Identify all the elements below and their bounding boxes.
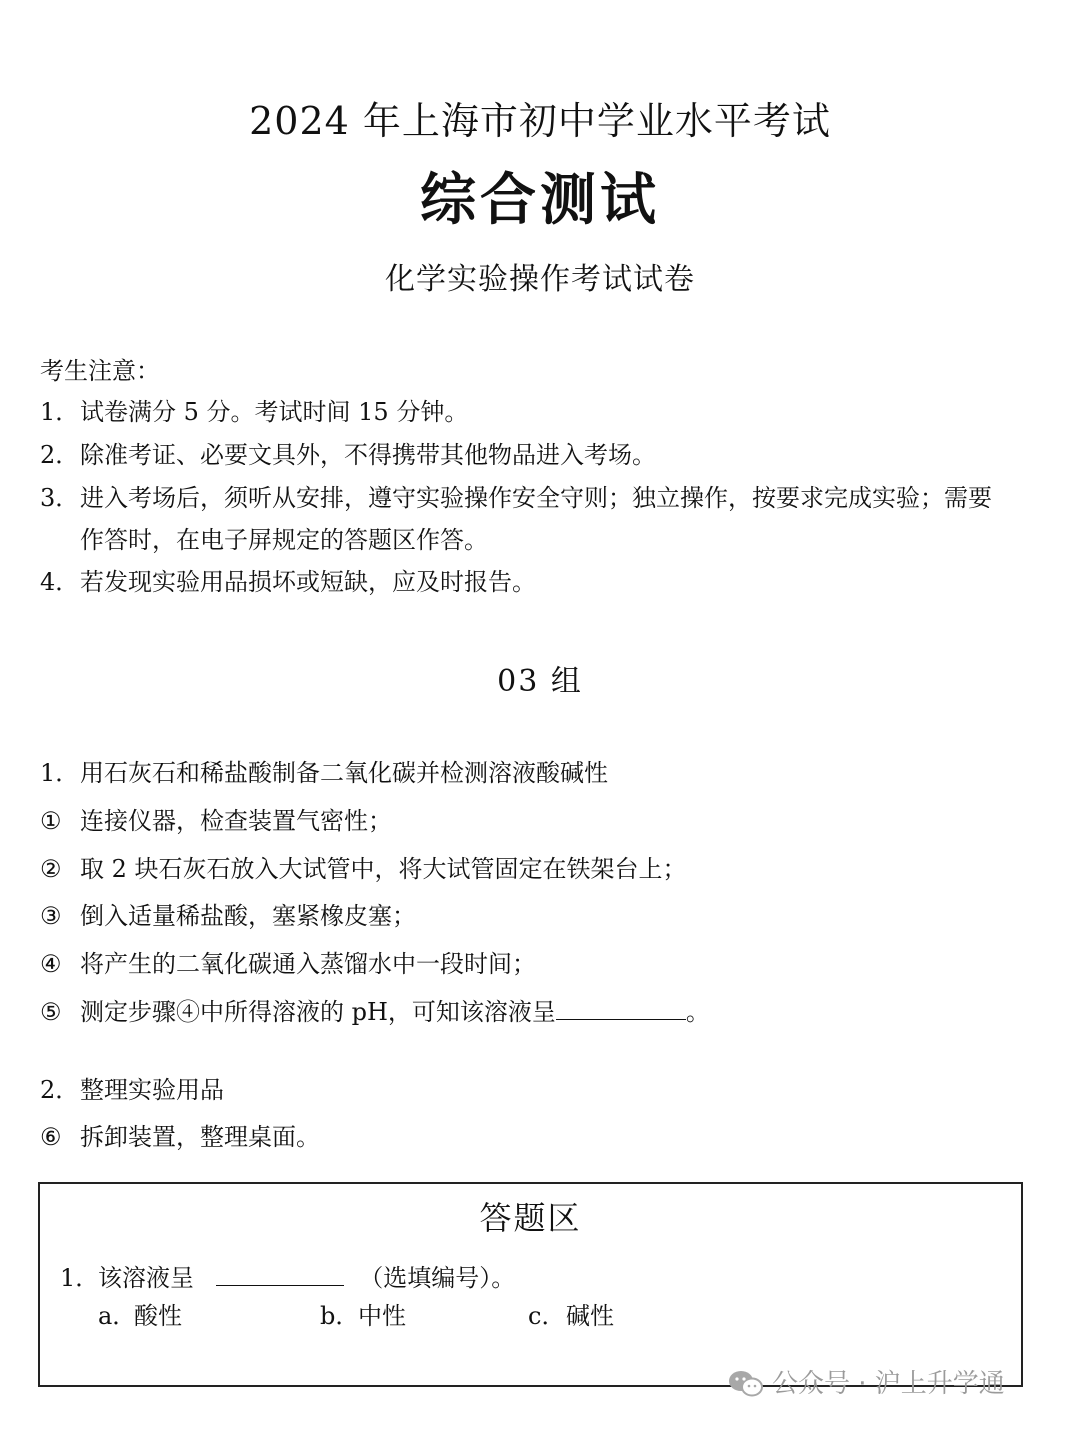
option-text: 碱性 bbox=[566, 1302, 614, 1330]
task1-heading bbox=[40, 757, 608, 789]
notice-item-2 bbox=[40, 439, 656, 471]
answer-question-1 bbox=[60, 1262, 515, 1294]
subject-title: 综合测试 bbox=[420, 168, 660, 233]
answer-question-number: 1． bbox=[60, 1264, 100, 1292]
group-title: 03 组 bbox=[497, 664, 583, 699]
notice-item-number: 1． bbox=[40, 398, 80, 426]
step-text: 将产生的二氧化碳通入蒸馏水中一段时间； bbox=[80, 950, 536, 978]
notice-item-3 bbox=[40, 482, 992, 514]
task1-step-1 bbox=[40, 805, 392, 837]
notice-item-number: 2． bbox=[40, 441, 80, 469]
notice-item-1 bbox=[40, 396, 468, 428]
task-title: 用石灰石和稀盐酸制备二氧化碳并检测溶液酸碱性 bbox=[80, 759, 608, 787]
step-number: ① bbox=[40, 807, 62, 835]
step-text: 倒入适量稀盐酸，塞紧橡皮塞； bbox=[80, 902, 416, 930]
task-number: 2． bbox=[40, 1076, 80, 1104]
answer-option-b[interactable] bbox=[320, 1300, 406, 1332]
task1-step-2 bbox=[40, 853, 687, 885]
notice-item-text: 若发现实验用品损坏或短缺，应及时报告。 bbox=[80, 568, 536, 596]
notice-item-number: 3． bbox=[40, 484, 80, 512]
task-title: 整理实验用品 bbox=[80, 1076, 224, 1104]
answer-area bbox=[38, 1182, 1023, 1387]
task2-step-6 bbox=[40, 1121, 320, 1153]
notice-item-text: 除准考证、必要文具外，不得携带其他物品进入考场。 bbox=[80, 441, 656, 469]
task1-step-5 bbox=[40, 996, 710, 1028]
wechat-icon bbox=[728, 1370, 764, 1398]
fill-in-blank bbox=[556, 997, 686, 1020]
option-label: a． bbox=[98, 1302, 137, 1330]
option-label: c． bbox=[528, 1302, 566, 1330]
notice-item-3-continuation: 作答时，在电子屏规定的答题区作答。 bbox=[80, 526, 488, 554]
task1-step-3 bbox=[40, 900, 416, 932]
task2-heading bbox=[40, 1074, 224, 1106]
option-text: 酸性 bbox=[134, 1302, 182, 1330]
answer-blank[interactable] bbox=[216, 1263, 344, 1286]
notice-item-number: 4． bbox=[40, 568, 80, 596]
step-number: ④ bbox=[40, 950, 62, 978]
task-number: 1． bbox=[40, 759, 80, 787]
exam-title: 2024 年上海市初中学业水平考试 bbox=[249, 99, 831, 143]
step-number: ③ bbox=[40, 902, 62, 930]
answer-question-prefix: 该溶液呈 bbox=[98, 1264, 194, 1292]
step-text: 取 2 块石灰石放入大试管中，将大试管固定在铁架台上； bbox=[80, 855, 687, 883]
notice-item-4 bbox=[40, 566, 536, 598]
step-number: ⑤ bbox=[40, 998, 62, 1026]
paper-title: 化学实验操作考试试卷 bbox=[385, 262, 695, 297]
step-text: 测定步骤④中所得溶液的 pH，可知该溶液呈 bbox=[80, 998, 556, 1026]
option-text: 中性 bbox=[358, 1302, 406, 1330]
step-text: 连接仪器，检查装置气密性； bbox=[80, 807, 392, 835]
answer-option-a[interactable] bbox=[98, 1300, 182, 1332]
step-number: ⑥ bbox=[40, 1123, 62, 1151]
notice-heading: 考生注意： bbox=[40, 357, 160, 385]
answer-question-suffix: （选填编号）。 bbox=[359, 1264, 516, 1292]
option-label: b． bbox=[320, 1302, 360, 1330]
task1-step-4 bbox=[40, 948, 536, 980]
answer-option-c[interactable] bbox=[528, 1300, 614, 1332]
step-tail: 。 bbox=[685, 998, 710, 1026]
step-number: ② bbox=[40, 855, 62, 883]
answer-area-title: 答题区 bbox=[479, 1199, 582, 1237]
notice-item-text: 进入考场后，须听从安排，遵守实验操作安全守则；独立操作，按要求完成实验；需要 bbox=[80, 484, 992, 512]
step-text: 拆卸装置，整理桌面。 bbox=[80, 1123, 320, 1151]
watermark-text: 公众号 · 沪上升学通 bbox=[772, 1369, 1005, 1399]
notice-item-text: 试卷满分 5 分。考试时间 15 分钟。 bbox=[80, 398, 469, 426]
